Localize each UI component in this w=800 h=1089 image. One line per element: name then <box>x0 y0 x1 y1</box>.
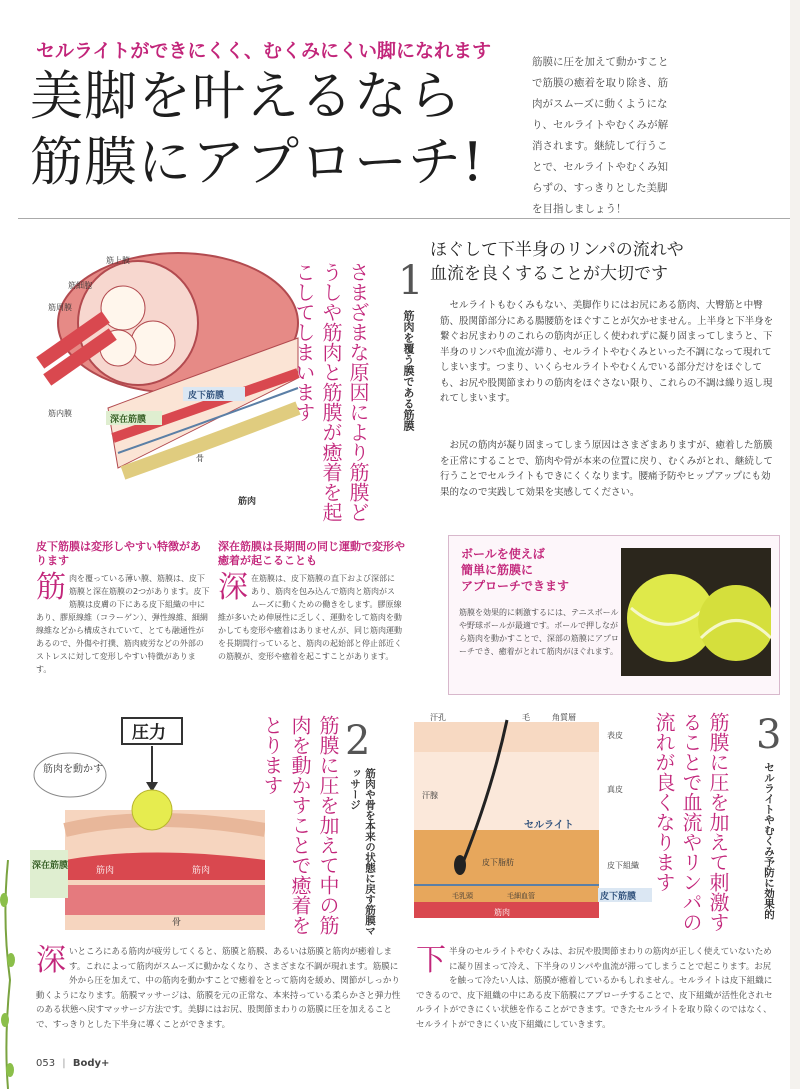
col2-dropcap: 深 <box>218 570 248 605</box>
section2-label: 筋肉や骨を本来の状態に戻す筋膜マッサージ <box>349 768 376 936</box>
col2-heading: 深在筋膜は長期間の同じ運動で変形や癒着が起こることも <box>218 540 405 567</box>
muscle-label: 筋肉 <box>494 908 510 917</box>
title-line2: 筋膜にアプローチ! <box>30 132 485 193</box>
ball-heading <box>461 546 621 594</box>
fascia-structure-diagram <box>28 228 313 518</box>
section3-number: 3 <box>756 712 782 758</box>
section1-label: 筋肉を覆う膜である筋膜 <box>402 310 415 431</box>
ball-heading-line2: 簡単に筋膜に <box>461 563 534 577</box>
section3-heading: 筋膜に圧を加えて刺激することで血流やリンパの流れが良くなります <box>652 712 730 932</box>
section2-text: いところにある筋肉が疲労してくると、筋膜と筋膜、あるいは筋膜と筋肉が癒着します。これによって筋肉がスムーズに動かなくなり、さまざまな不調が現れます。筋膜に外から圧を加えて、中の筋肉を動かすことで癒着をとって筋肉を緩め、関節がしっかり動くようになります。筋膜マッサージは、筋膜を元の正常な、本来持っている柔らかさと弾力性のある状態へ戻すマッサージ方法です。美脚にはお尻、股関節まわりの筋膜に圧を加えることで、すっきりとした下半身に導くことができます。 <box>36 947 401 1030</box>
muscle-label-left: 筋肉 <box>96 866 115 876</box>
col1-text: 肉を覆っている薄い膜、筋膜は、皮下筋膜と深在筋膜の2つがあります。皮下筋膜は皮膚の下にある皮下組織の中にあり、膠原線維（コラーゲン）、弾性線維、細網線維などから構成されていて、とても融通性があるので、外傷や打撲、筋肉疲労などの外部のストレスに対して変形しやすい特徴があります。 <box>36 574 210 674</box>
hair-root-label: 毛乳頭 <box>452 892 473 900</box>
superficial-fascia-label: 皮下筋膜 <box>188 391 225 401</box>
section3-text: 半身のセルライトやむくみは、お尻や股関節まわりの筋肉が正しく使えていないために凝り固まって冷え、下半身のリンパや血流が滞ってしまうことで起こります。お尻を触って冷たい人は、筋膜が癒着しているかもしれません。セルライトは皮下組織にできるので、皮下組織の中にある皮下筋膜にアプローチすることで、皮下組織が活性化されセルライトができにくい状態を作ることができます。できたセルライトを取り除くのではなく、セルライトができにくい皮下組織にしていきます。 <box>416 947 773 1030</box>
vine-decoration <box>0 860 16 1089</box>
endomysium-label: 筋内膜 <box>48 409 72 418</box>
bubble-label: 筋肉を動かす <box>43 764 103 775</box>
col1-heading: 皮下筋膜は変形しやすい特徴があります <box>36 540 201 567</box>
fascicle-label: 筋細胞 <box>68 281 92 290</box>
pressure-label: 圧力 <box>132 723 166 743</box>
ball-text: 筋膜を効果的に刺激するには、テニスボールや野球ボールが最適です。ボールで押しながら筋肉を動かすことで、深部の筋膜にアプローチでき、癒着がとれて筋肉がほぐれます。 <box>459 608 619 656</box>
speech-bubble <box>34 753 106 797</box>
col2-text: 在筋膜は、皮下筋膜の直下および深部にあり、筋肉を包み込んで筋肉と筋肉がスムーズに動くための働きをします。膠原線維が多いため伸展性に乏しく、運動をして筋肉を動かしても変形や癒着はありませんが、同じ筋肉運動を長期間行っていると、筋肉の起始部と停止部近くの筋膜が、変形や癒着を起こすことがあります。 <box>218 574 402 661</box>
lymph-heading-line2: 血流を良くすることが大切です <box>430 264 668 284</box>
page-number: 053 <box>36 1058 56 1069</box>
page-title <box>30 64 484 196</box>
lymph-heading-line1: ほぐして下半身のリンパの流れや <box>430 240 684 260</box>
sweat-gland-label: 汗腺 <box>422 791 438 800</box>
col2-body <box>218 572 402 663</box>
capillary-label: 毛細血管 <box>507 892 535 900</box>
section3-label: セルライトやむくみ予防に効果的 <box>763 762 775 920</box>
cellulite-label: セルライト <box>524 820 574 831</box>
intro-text: 筋膜に圧を加えて動かすことで筋膜の癒着を取り除き、筋肉がスムーズに動くようになり、セルライトやむくみが解消されます。継続して行うことで、セルライトやむくみ知らずの、すっきりとした美脚を目指しましょう！ <box>532 56 669 215</box>
lymph-paragraph-2: お尻の筋肉が凝り固まってしまう原因はさまざまありますが、癒着した筋膜を正常にすることで、筋肉や骨が本来の位置に戻り、むくみがとれ、継続して行うことでセルライトもできにくくなります。腰痛予防やヒップアップにも効果的なので実践して効果を実感してください。 <box>440 440 773 498</box>
epimysium-label: 筋上膜 <box>106 256 130 265</box>
massage-diagram <box>30 710 265 935</box>
ball-heading-line1: ボールを使えば <box>461 547 545 561</box>
deep-fascia-label: 深在筋膜 <box>110 415 147 425</box>
section2-body <box>36 945 406 1032</box>
col1-body <box>36 572 210 676</box>
section1-number: 1 <box>398 258 424 304</box>
ball-box <box>448 535 780 695</box>
muscle-label: 筋肉 <box>238 497 257 507</box>
col1-dropcap: 筋 <box>36 570 66 605</box>
page-footer: 053 | Body+ <box>36 1058 110 1069</box>
section2-heading: 筋膜に圧を加えて中の筋肉を動かすことで癒着をとります <box>260 715 340 935</box>
dermis-label: 真皮 <box>607 785 623 794</box>
title-line1: 美脚を叶えるなら <box>30 66 462 127</box>
lymph-paragraph-1: セルライトもむくみもない、美脚作りにはお尻にある筋肉、大臀筋と中臀筋、股関節部分にある腸腰筋をほぐすことが欠かせません。上半身と下半身を繋ぐお尻まわりのこれらの筋肉が正しく使われずに凝り固まってしまうと、下半身のリンパや血流が滞り、セルライトやむくみといった不調になって現れてしまいます。つまり、いくらセルライトやむくんでいる部分だけをほぐしても、お尻や股関節まわりの筋肉をほぐさない限り、これらの不調は繰り返し現れてしまいます。 <box>440 300 774 404</box>
subcut-fat-label: 皮下脂肪 <box>482 858 514 867</box>
section3-body <box>416 945 778 1032</box>
header-divider <box>18 218 790 219</box>
superficial-fascia-label: 皮下筋膜 <box>600 892 637 902</box>
bone-label: 骨 <box>172 918 182 928</box>
muscle-label-right: 筋肉 <box>192 866 211 876</box>
section3-dropcap: 下 <box>416 943 446 978</box>
stratum-label: 角質層 <box>552 713 576 722</box>
perimysium-label: 筋周膜 <box>48 303 72 312</box>
skin-layers-diagram <box>412 710 652 935</box>
epidermis-label: 表皮 <box>607 731 623 740</box>
hair-label: 毛 <box>522 713 530 722</box>
bone-label: 骨 <box>196 454 204 463</box>
deep-fascia-tag <box>30 850 68 898</box>
subcut-tissue-label: 皮下組織 <box>607 861 639 870</box>
lymph-heading <box>430 238 776 286</box>
deep-fascia-label: 深在筋膜 <box>32 861 69 871</box>
page-subtitle: セルライトができにくく、むくみにくい脚になれます <box>36 40 492 62</box>
section2-dropcap: 深 <box>36 943 66 978</box>
tennis-balls-photo <box>621 548 771 676</box>
ball-heading-line3: アプローチできます <box>461 579 570 593</box>
magazine-name: Body+ <box>72 1058 110 1069</box>
section1-heading: さまざまな原因により筋膜どうしや筋肉と筋膜が癒着を起こしてしまいます <box>292 262 370 522</box>
section2-number: 2 <box>345 718 371 764</box>
sweat-pore-label: 汗孔 <box>430 713 446 722</box>
